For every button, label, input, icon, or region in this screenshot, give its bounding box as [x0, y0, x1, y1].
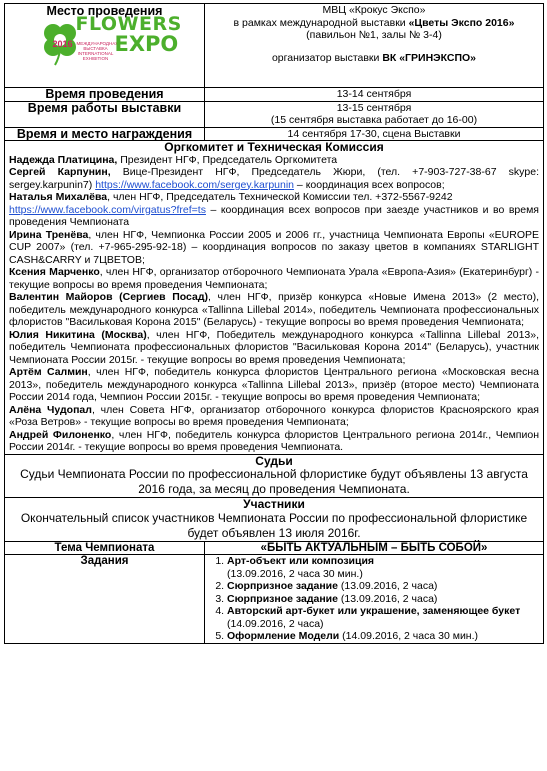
task-item: 2. Сюрпризное задание (13.09.2016, 2 часа): [227, 580, 539, 593]
participants-row: [5, 498, 544, 542]
venue-pavilion: (павильон №1, залы № 3-4): [306, 29, 442, 41]
venue-exhibition: в рамках международной выставки «Цветы Экспо 2016»: [233, 16, 515, 29]
member-treneva: Ирина Тренёва, член НГФ, Чемпионка России 2005 и 2006 гг., участница Чемпионата Европы «EUROPE CUP 2007» (тел. +7-965-295-92-18) – координация вопросов по заказу цветов в компаниях STARLIGHT CASH&CARRY и 7ЦВЕТОВ;: [9, 228, 539, 266]
member-chudopal: Алёна Чудопал, член Совета НГФ, организатор отборочного конкурса флористов Красноярского края «Роза Ветров» - текущие вопросы во время проведения Чемпионата;: [9, 403, 539, 428]
logo-word-expo: EXPO: [114, 31, 179, 56]
member-mikhaleva: Наталья Михалёва, член НГФ, Председатель Технической Комиссии тел. +372-5567-9242 https://www.facebook.com/virgatus?fref=ts – координация всех вопросов при заезде участников и во время проведения Чемпионата: [9, 191, 539, 228]
logo-year: 2016: [52, 38, 73, 49]
flowers-expo-logo: [43, 12, 182, 78]
committee-title: Оргкомитет и Техническая Комиссия: [164, 140, 384, 154]
member-karpunin: Сергей Карпунин, Вице-Президент НГФ, Председатель Жюри, (тел. +7-903-727-38-67 skype: sergey.karpunin7) https://www.facebook.com/sergey.karpunin – координация всех вопросов;: [9, 166, 539, 191]
task-item: 3. Сюрпризное задание (13.09.2016, 2 часа): [227, 593, 539, 606]
karpunin-facebook-link[interactable]: https://www.facebook.com/sergey.karpunin: [95, 178, 295, 191]
task-item: 5. Оформление Модели (14.09.2016, 2 часа 30 мин.): [227, 630, 539, 643]
member-mayorov: Валентин Майоров (Сергиев Посад), член НГФ, призёр конкурса «Новые Имена 2013» (2 место), победитель международного конкурса «Tallinna Lillebal 2014», победитель Чемпионата профессиональных флористов "Васильковая Корона 2015" (Беларусь) - текущие вопросы во время проведения Чемпионата;: [9, 291, 539, 328]
awards-value: 14 сентября 17-30, сцена Выставки: [205, 127, 544, 141]
dates-value: 13-14 сентября: [205, 88, 544, 102]
document-page: [4, 3, 543, 644]
dates-label: Время проведения: [5, 88, 205, 102]
member-nikitina: Юлия Никитина (Москва), член НГФ, Победитель международного конкурса «Tallinna Lillebal 2013», победитель Чемпионата профессиональных флористов "Васильковая Корона 2014" (Беларусь), участник Чемпионата России 2015г. - текущие вопросы во время проведения Чемпионата;: [9, 328, 540, 366]
dates-row: [5, 88, 544, 102]
task-item: 1. Арт-объект или композиция (13.09.2016, 2 часа 30 мин.): [227, 555, 539, 580]
member-platitsina: Надежда Платицина, Президент НГФ, Председатель Оргкомитета: [9, 153, 338, 166]
hours-note: (15 сентября выставка работает до 16-00): [270, 114, 478, 126]
judges-title: Судьи: [255, 453, 293, 468]
awards-row: [5, 127, 544, 141]
task-item: 4. Авторский арт-букет или украшение, заменяющее букет (14.09.2016, 2 часа): [227, 605, 539, 630]
member-filonenko: Андрей Филоненко, член НГФ, победитель конкурса флористов Центрального региона 2014г., Чемпион России 2014г. - текущие вопросы во время проведения Чемпионата.: [9, 428, 539, 453]
logo-word-flowers: FLOWERS: [75, 12, 182, 35]
venue-organizer: организатор выставки ВК «ГРИНЭКСПО»: [271, 51, 477, 64]
hours-row: [5, 101, 544, 127]
member-marchenko: Ксения Марченко, член НГФ, организатор отборочного Чемпионата Урала «Европа-Азия» (Екатеринбург) - текущие вопросы во время проведения Чемпионата;: [9, 266, 539, 291]
tasks-list: [209, 555, 539, 643]
tasks-row: [5, 555, 544, 644]
awards-label: Время и место награждения: [5, 127, 205, 141]
committee-row: [5, 141, 544, 455]
theme-value: «БЫТЬ АКТУАЛЬНЫМ – БЫТЬ СОБОЙ»: [205, 541, 544, 555]
theme-row: [5, 541, 544, 555]
venue-label: Место проведения: [46, 4, 163, 18]
hours-value: 13-15 сентября: [336, 101, 412, 114]
tasks-label: Задания: [5, 555, 205, 644]
hours-label: Время работы выставки: [5, 101, 205, 127]
participants-text: Окончательный список участников Чемпионата России по профессиональной флористике будет объявлен 13 июля 2016г.: [20, 510, 528, 540]
theme-label: Тема Чемпионата: [5, 541, 205, 555]
participants-title: Участники: [243, 497, 305, 511]
judges-text: Судьи Чемпионата России по профессиональной флористике будут объявлены 13 августа 2016 года, за месяц до проведения Чемпионата.: [20, 467, 528, 496]
judges-row: [5, 454, 544, 498]
championship-info-table: [4, 3, 544, 644]
venue-row: [5, 4, 544, 88]
mikhaleva-facebook-link[interactable]: https://www.facebook.com/virgatus?fref=ts: [9, 203, 206, 216]
logo-tagline: МЕЖДУНАРОДНАЯ ВЫСТАВКА INTERNATIONAL EXHIBITION: [76, 40, 119, 61]
member-salmin: Артём Салмин, член НГФ, победитель конкурса флористов Центрального региона «Московская весна 2013», победитель международного конкурса «Tallinna Lillebal 2013», призёр (второе место) Чемпионата России 2014 года, Чемпион России 2015г. - текущие вопросы во время проведения Чемпионата;: [9, 366, 539, 403]
venue-name: МВЦ «Крокус Экспо»: [322, 4, 426, 16]
